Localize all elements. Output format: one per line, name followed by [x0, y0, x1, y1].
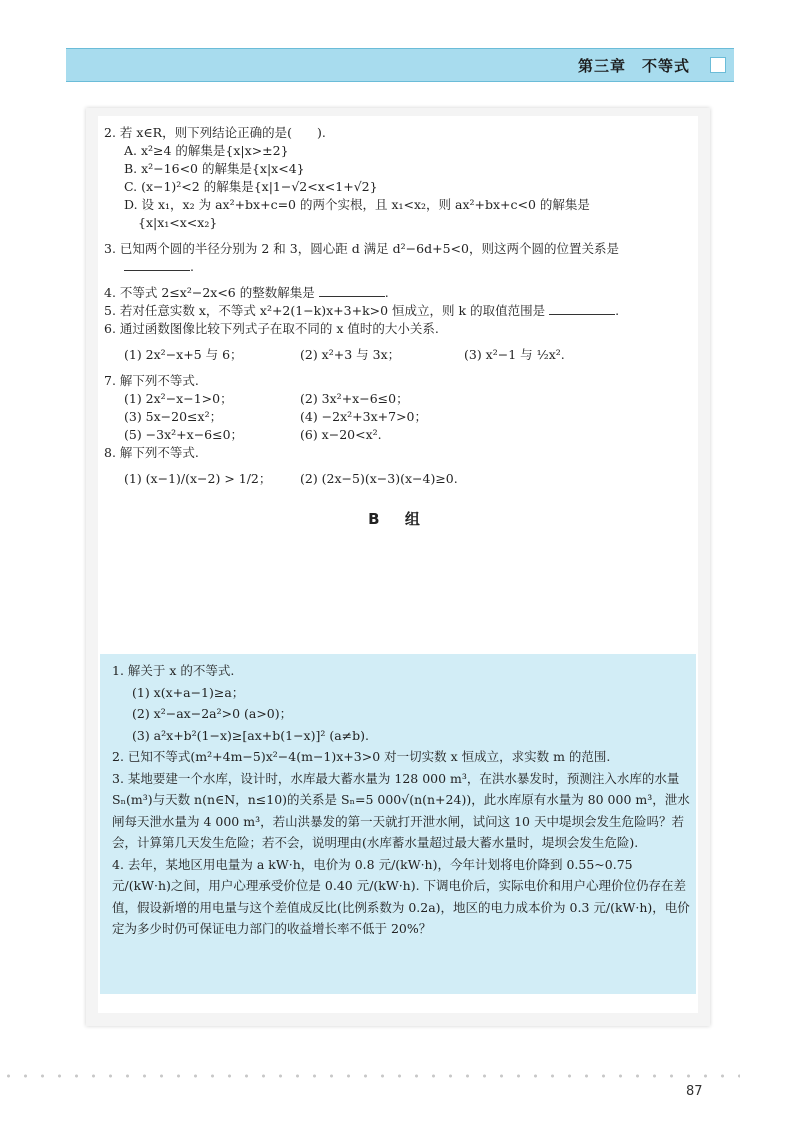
option-b: B. x²−16<0 的解集是{x|x<4} [124, 161, 305, 176]
part: (6) x−20<x². [300, 427, 382, 442]
problem-7-row [104, 426, 694, 444]
part: (3) 5x−20≤x²； [124, 409, 223, 424]
b-problem-4: 4. 去年，某地区用电量为 a kW·h，电价为 0.8 元/(kW·h)，今年计划将电价降到 0.55~0.75 元/(kW·h)之间，用户心理承受价位是 0.40 元/(kW·h). 下调电价后，实际电价和用户心理价位仍存在差值，假设新增的用电量与这个差值成反比(比例系数为 0.2a)，地区的电力成本价为 0.3 元/(kW·h)，电价定为多少时仍可保证电力部门的收益增长率不低于 20%？ [112, 856, 690, 936]
chapter-title: 第三章 不等式 [577, 57, 690, 75]
b-problem-2: 2. 已知不等式(m²+4m−5)x²−4(m−1)x+3>0 对一切实数 x 恒成立，求实数 m 的范围. [112, 749, 611, 764]
group-a-exercises [104, 124, 694, 548]
problem-5 [104, 302, 694, 320]
part: (1) (x−1)/(x−2) > 1/2； [124, 471, 272, 486]
problem-4-tail: . [384, 285, 389, 300]
problem-6-parts [104, 346, 694, 364]
option-d-cont: {x|x₁<x<x₂} [138, 215, 218, 230]
problem-7-row [104, 390, 694, 408]
problem-3-tail: . [190, 259, 194, 274]
problem-7: 7. 解下列不等式. [104, 373, 199, 388]
dotted-divider [0, 1074, 740, 1078]
group-b-exercises [112, 660, 692, 940]
problem-2: 2. 若 x∈R，则下列结论正确的是( ). [104, 125, 326, 140]
problem-7-row [104, 408, 694, 426]
problem-6: 6. 通过函数图像比较下列式子在取不同的 x 值时的大小关系. [104, 321, 439, 336]
part: (2) (2x−5)(x−3)(x−4)≥0. [300, 471, 458, 486]
problem-8-parts [104, 470, 694, 488]
option-a: A. x²≥4 的解集是{x|x>±2} [124, 143, 289, 158]
part: (3) x²−1 与 ½x². [464, 347, 565, 362]
group-b-title: B 组 [368, 510, 430, 528]
option-c: C. (x−1)²<2 的解集是{x|1−√2<x<1+√2} [124, 179, 378, 194]
problem-5-text: 5. 若对任意实数 x，不等式 x²+2(1−k)x+3+k>0 恒成立，则 k 的取值范围是 [104, 303, 546, 318]
chapter-header-bar [66, 48, 734, 82]
part: (5) −3x²+x−6≤0； [124, 427, 244, 442]
part: (4) −2x²+3x+7>0； [300, 409, 427, 424]
answer-blank[interactable] [549, 302, 615, 315]
answer-blank[interactable] [319, 284, 385, 297]
part: (1) 2x²−x−1>0； [124, 391, 233, 406]
part: (2) x²+3 与 3x； [300, 347, 401, 362]
part: (1) 2x²−x+5 与 6； [124, 347, 243, 362]
b-problem-1-part: (3) a²x+b²(1−x)≥[ax+b(1−x)]² (a≠b). [132, 727, 369, 743]
problem-4 [104, 284, 694, 302]
option-d: D. 设 x₁，x₂ 为 ax²+bx+c=0 的两个实根，且 x₁<x₂，则 ax²+bx+c<0 的解集是 [124, 197, 590, 212]
part: (2) 3x²+x−6≤0； [300, 391, 409, 406]
b-problem-1-part: (2) x²−ax−2a²>0 (a>0)； [132, 706, 293, 721]
problem-8: 8. 解下列不等式. [104, 445, 199, 460]
page-number: 87 [686, 1084, 703, 1099]
problem-5-tail: . [615, 303, 620, 318]
problem-3: 3. 已知两个圆的半径分别为 2 和 3，圆心距 d 满足 d²−6d+5<0，则这两个圆的位置关系是 [104, 241, 619, 256]
b-problem-1: 1. 解关于 x 的不等式. [112, 663, 235, 678]
b-problem-1-part: (1) x(x+a−1)≥a； [132, 684, 245, 700]
header-square-icon [710, 57, 726, 73]
b-problem-3: 3. 某地要建一个水库，设计时，水库最大蓄水量为 128 000 m³，在洪水暴发时，预测注入水库的水量 Sₙ(m³)与天数 n(n∈N，n≤10)的关系是 Sₙ=5 000√(n(n+24))，此水库原有水量为 80 000 m³，泄水闸每天泄水量为 4 000 m³，若山洪暴发的第一天就打开泄水闸，试问这 10 天中堤坝会发生危险吗？若会，计算第几天发生危险；若不会，说明理由(水库蓄水量超过最大蓄水量时，堤坝会发生危险). [112, 770, 690, 850]
problem-4-text: 4. 不等式 2≤x²−2x<6 的整数解集是 [104, 285, 315, 300]
answer-blank[interactable] [124, 258, 190, 271]
